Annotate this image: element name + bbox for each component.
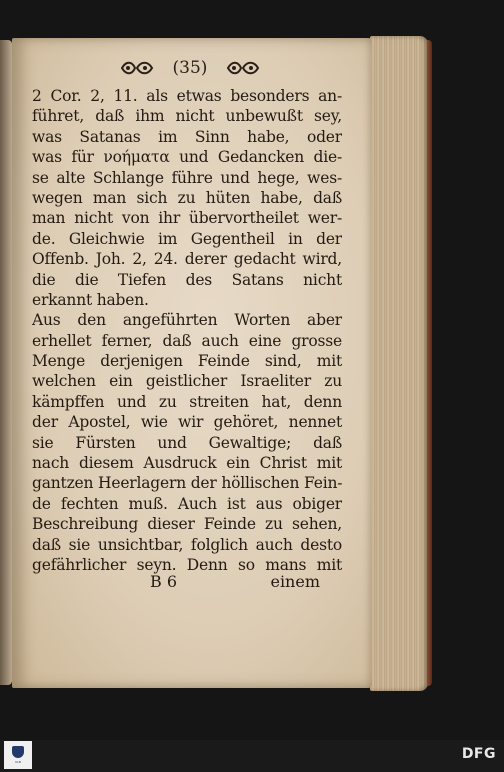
text-line: was für νοήματα und Gedancken die- (32, 148, 342, 167)
left-page-edge (0, 40, 12, 685)
page-number: (35) (172, 58, 208, 78)
text-line: führet, daß ihm nicht unbewußt sey, (32, 107, 342, 126)
dfg-logo: DFG (461, 746, 496, 762)
text-line: sie Fürsten und Gewaltige; daß (32, 433, 342, 452)
text-line: Aus den angeführten Worten aber (32, 311, 342, 330)
text-line: de fechten muß. Auch ist aus obiger (32, 494, 342, 513)
text-line: der Apostel, wie wir gehöret, nennet (32, 413, 342, 432)
text-line: kämpffen und zu streiten hat, denn (32, 392, 342, 411)
text-line: was Satanas im Sinn habe, oder (32, 127, 342, 146)
body-text (32, 86, 342, 575)
left-ornament-icon (120, 59, 154, 77)
text-line: erhellet ferner, daß auch eine grosse (32, 331, 342, 350)
library-logo-caption: ULB (15, 760, 21, 764)
text-line: Offenb. Joh. 2, 24. derer gedacht wird, (32, 250, 342, 269)
library-logo-icon (4, 741, 32, 769)
right-ornament-icon (226, 59, 260, 77)
text-line: Menge derjenigen Feinde sind, mit (32, 352, 342, 371)
text-line: se alte Schlange führe und hege, wes- (32, 168, 342, 187)
page-block-edge (370, 36, 428, 691)
text-line: welchen ein geistlicher Israeliter zu (32, 372, 342, 391)
catchword: einem (270, 571, 320, 591)
crest-icon (12, 746, 24, 758)
signature-mark: B 6 (150, 571, 178, 591)
text-line: gantzen Heerlagern der höllischen Fein- (32, 474, 342, 493)
text-line: wegen man sich zu hüten habe, daß (32, 188, 342, 207)
text-line: erkannt haben. (32, 290, 149, 309)
page-footer (150, 570, 320, 592)
text-line: die die Tiefen des Satans nicht (32, 270, 342, 289)
text-line: 2 Cor. 2, 11. als etwas besonders an- (32, 87, 342, 105)
text-line: Beschreibung dieser Feinde zu sehen, (32, 515, 342, 534)
text-line: nach diesem Ausdruck ein Christ mit (32, 454, 342, 473)
text-line: man nicht von ihr übervortheilet wer- (32, 209, 342, 228)
viewer-bottom-bar (0, 740, 504, 772)
page-header (120, 56, 260, 80)
text-line: de. Gleichwie im Gegentheil in der (32, 229, 342, 248)
book-page (12, 38, 372, 688)
text-line: daß sie unsichtbar, folglich auch desto (32, 535, 342, 554)
red-cut-edge (427, 40, 432, 686)
text-line: gefährlicher seyn. Denn so mans mit (32, 555, 342, 574)
